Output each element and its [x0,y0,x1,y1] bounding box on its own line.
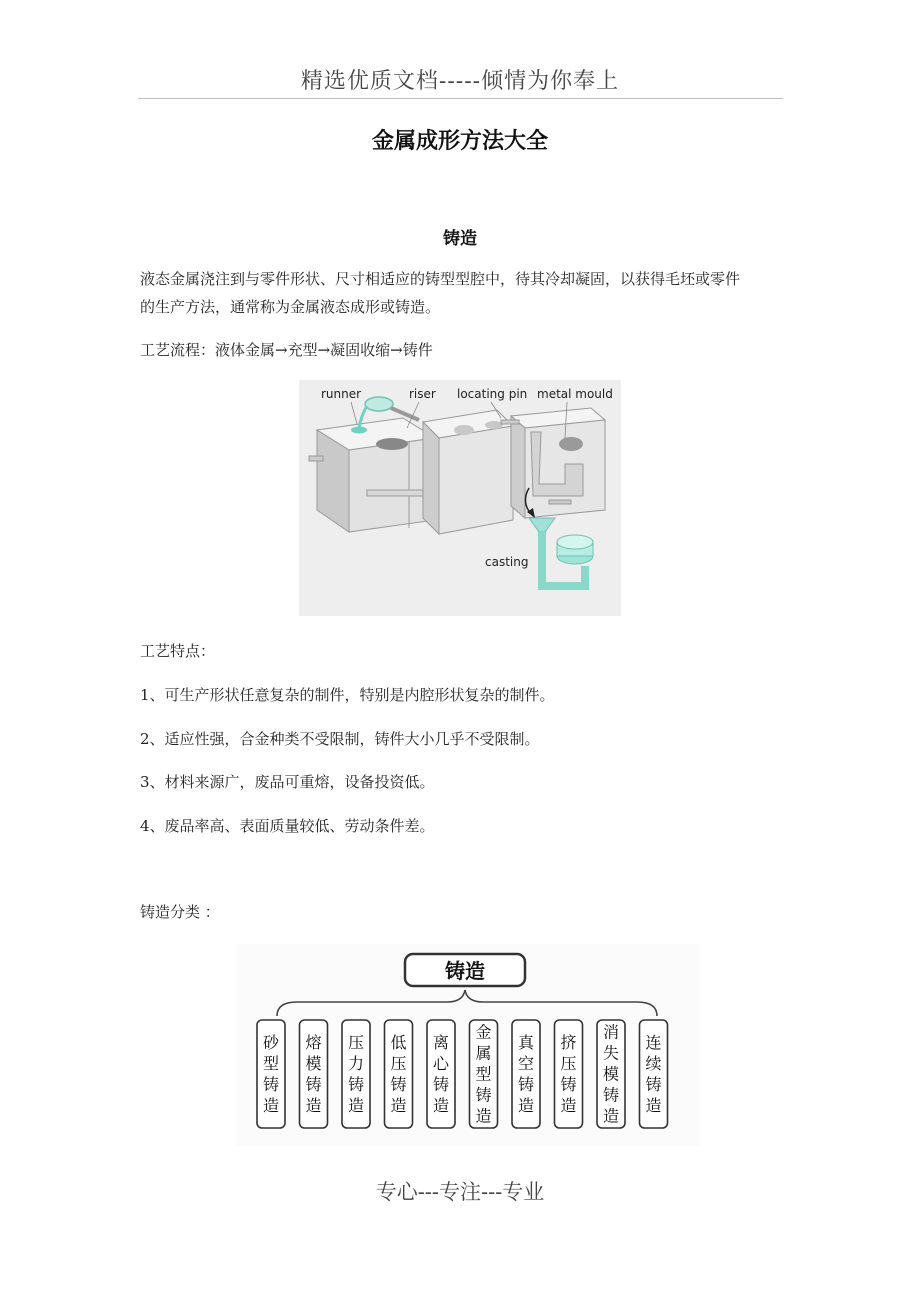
label-runner: runner [321,387,362,401]
tree-item-label: 真空铸造 [517,1033,535,1115]
casting-mould-figure [299,380,621,616]
tree-brace [277,990,657,1016]
tree-item-label: 砂型铸造 [262,1033,280,1115]
process-flow: 工艺流程：液体金属→充型→凝固收缩→铸件 [140,341,433,359]
casting-classification-figure [237,944,699,1146]
label-locating-pin: locating pin [457,387,528,401]
document-title: 金属成形方法大全 [371,129,548,154]
classification-heading: 铸造分类 ： [140,903,220,921]
feature-2: 2、适应性强，合金种类不受限制，铸件大小几乎不受限制。 [140,730,540,748]
tree-item-label: 熔模铸造 [305,1033,322,1115]
label-metal-mould: metal mould [537,387,613,401]
feature-3: 3、材料来源广，废品可重熔，设备投资低。 [140,773,435,791]
features-heading: 工艺特点： [140,642,216,660]
page-header: 精选优质文档-----倾情为你奉上 [300,69,620,94]
tree-item-label: 金属型铸造 [475,1022,492,1126]
tree-item-label: 消失模铸造 [602,1022,620,1126]
tree-item-label: 离心铸造 [432,1033,450,1115]
intro-paragraph-line-1: 液态金属浇注到与零件形状、尺寸相适应的铸型型腔中，待其冷却凝固，以获得毛坯或零件 [140,270,741,288]
label-riser: riser [409,387,436,401]
page-footer: 专心---专注---专业 [375,1180,545,1204]
tree-item-label: 低压铸造 [390,1033,407,1115]
label-casting: casting [485,555,529,569]
feature-4: 4、废品率高、表面质量较低、劳动条件差。 [140,817,435,835]
tree-root-label: 铸造 [445,959,485,983]
section-title: 铸造 [443,229,477,249]
header-divider [138,98,783,99]
feature-1: 1、可生产形状任意复杂的制件，特别是内腔形状复杂的制件。 [140,686,555,704]
intro-paragraph-line-2: 的生产方法，通常称为金属液态成形或铸造。 [140,298,441,316]
tree-item-label: 压力铸造 [347,1033,365,1115]
tree-item-label: 连续铸造 [645,1033,662,1115]
tree-item-label: 挤压铸造 [560,1033,577,1115]
